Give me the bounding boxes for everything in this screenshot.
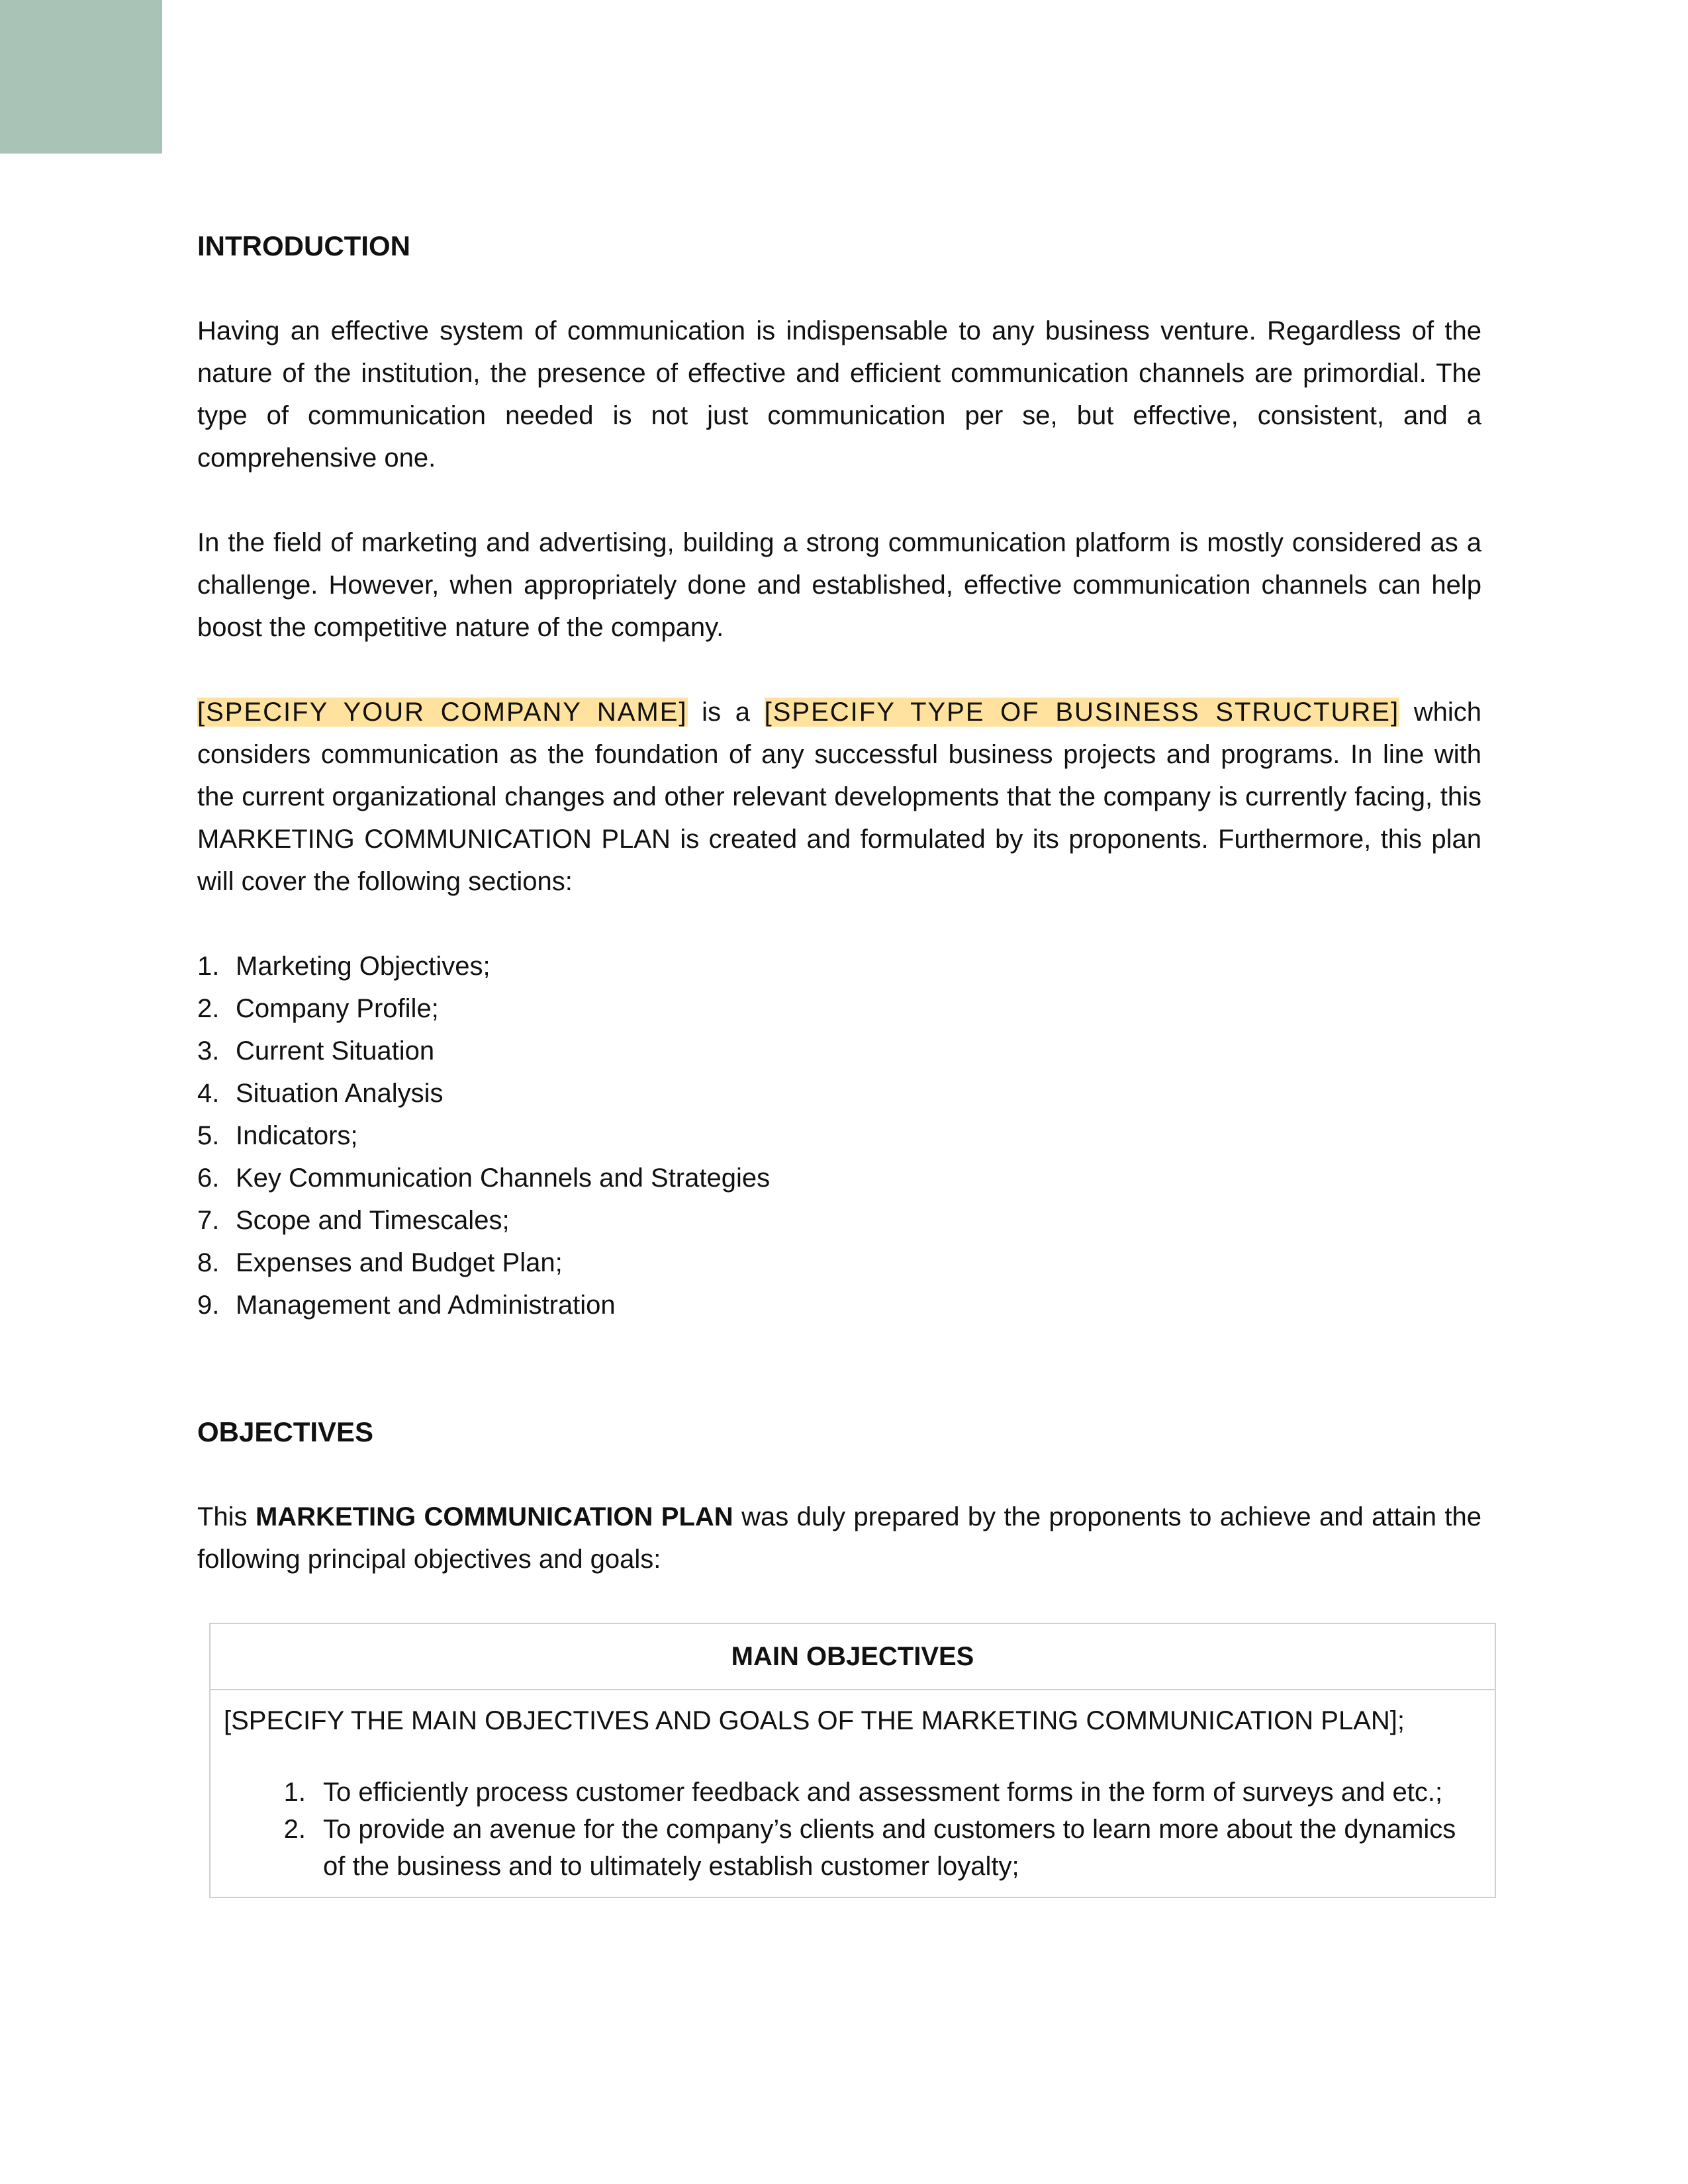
- corner-decoration: [0, 0, 162, 154]
- main-objectives-body: [211, 1690, 1495, 1897]
- list-item: 7. Scope and Timescales;: [197, 1206, 510, 1235]
- table-list-item: 1. To efficiently process customer feedback and assessment forms in the form of surveys and etc.;: [283, 1778, 1443, 1807]
- business-structure-placeholder: [SPECIFY TYPE OF BUSINESS STRUCTURE]: [764, 698, 1400, 727]
- document-content: [197, 225, 1481, 1898]
- main-objectives-header: MAIN OBJECTIVES: [211, 1624, 1495, 1690]
- objectives-title: OBJECTIVES: [197, 1416, 374, 1447]
- introduction-paragraph-3: [197, 691, 1481, 903]
- company-name-placeholder: [SPECIFY YOUR COMPANY NAME]: [197, 698, 688, 727]
- objectives-section: [197, 1411, 1481, 1898]
- introduction-paragraph-2: In the field of marketing and advertising, building a strong communication platform is mostly considered as a challenge. However, when appropriately done and established, effective communication channels can help boost the competitive nature of the company.: [197, 528, 1481, 642]
- objectives-intro: This MARKETING COMMUNICATION PLAN was duly prepared by the proponents to achieve and attain the following principal objectives and goals:: [197, 1502, 1481, 1574]
- plan-name-bold: MARKETING COMMUNICATION PLAN: [255, 1502, 733, 1531]
- list-item: 4. Situation Analysis: [197, 1079, 444, 1108]
- list-item: 8. Expenses and Budget Plan;: [197, 1248, 563, 1277]
- introduction-title: INTRODUCTION: [197, 230, 410, 261]
- list-item: 5. Indicators;: [197, 1121, 358, 1150]
- list-item: 1. Marketing Objectives;: [197, 952, 491, 981]
- list-item: 9. Management and Administration: [197, 1291, 616, 1320]
- objectives-list: [224, 1774, 1481, 1885]
- list-item: 6. Key Communication Channels and Strategies: [197, 1163, 771, 1193]
- sections-list: [197, 945, 1481, 1326]
- list-item: 3. Current Situation: [197, 1036, 435, 1066]
- introduction-paragraph-1: Having an effective system of communication is indispensable to any business venture. Regardless of the nature of the institution, the presence of effective and efficient communication channels are primordial. The type of communication needed is not just communication per se, but effective, consistent, and a comprehensive one.: [197, 316, 1481, 473]
- table-list-item: 2. To provide an avenue for the company’s clients and customers to learn more about the dynamics of the business and to ultimately establish customer loyalty;: [283, 1815, 1456, 1881]
- list-item: 2. Company Profile;: [197, 994, 439, 1023]
- introduction-section: [197, 225, 1481, 1326]
- objectives-instruction: [SPECIFY THE MAIN OBJECTIVES AND GOALS OF THE MARKETING COMMUNICATION PLAN];: [224, 1706, 1405, 1735]
- main-objectives-table: [209, 1623, 1496, 1898]
- paragraph-connector: is a: [687, 698, 765, 727]
- paragraph-continuation: which considers communication as the foundation of any successful business projects and programs. In line with the current organizational changes and other relevant developments that the company is currently facing, this MARKETING COMMUNICATION PLAN is created and formulated by its proponents. Furthermore, this plan will cover the following sections:: [197, 698, 1481, 896]
